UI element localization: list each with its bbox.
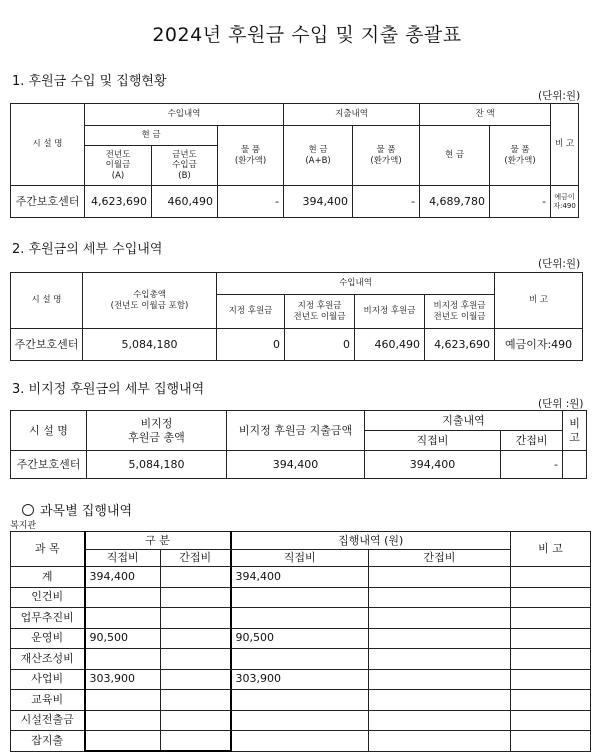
cell-exec-direct: 90,500	[231, 628, 369, 649]
header-category: 구 분	[85, 532, 231, 550]
header-income: 수입내역	[217, 273, 495, 295]
cell-remarks	[563, 451, 587, 479]
table-row	[11, 710, 591, 731]
cell-exec-direct: 303,900	[231, 669, 369, 690]
cell-remarks: 예금이 자:490	[551, 186, 579, 218]
cell-exec-indirect	[369, 669, 511, 690]
cell-this-income: 460,490	[152, 186, 218, 218]
subject-execution-table	[10, 531, 591, 752]
header-designated-prev: 지정 후원금 전년도 이월금	[285, 295, 355, 329]
cell-spent: 394,400	[227, 451, 365, 479]
cell-exec-direct	[231, 710, 369, 731]
cell-category-direct	[85, 731, 161, 752]
cell-remarks	[511, 608, 591, 629]
header-non-designated: 비지정 후원금	[355, 295, 425, 329]
income-execution-table	[10, 103, 579, 218]
cell-goods: -	[218, 186, 284, 218]
cell-category-indirect	[161, 628, 231, 649]
cell-category-indirect	[161, 608, 231, 629]
cell-total: 5,084,180	[83, 329, 217, 361]
cell-category-indirect	[161, 567, 231, 588]
section3-unit: (단위 :원)	[538, 398, 584, 410]
header-indirect: 간접비	[501, 431, 563, 451]
header-non-designated-prev: 비지정 후원금 전년도 이월금	[425, 295, 495, 329]
cell-remarks	[511, 587, 591, 608]
cell-expense-goods: -	[353, 186, 420, 218]
section3-heading: 3. 비지정 후원금의 세부 집행내역	[12, 382, 205, 397]
cell-category-direct: 303,900	[85, 669, 161, 690]
cell-category-indirect	[161, 690, 231, 711]
cell-expense-cash: 394,400	[284, 186, 353, 218]
header-remarks: 비고	[563, 411, 587, 451]
cell-remarks	[511, 731, 591, 752]
header-cash: 현 금	[85, 126, 218, 146]
section4-heading-wrap	[22, 500, 132, 519]
cell-subject: 사업비	[11, 669, 85, 690]
table-row	[11, 628, 591, 649]
cell-subject: 인건비	[11, 587, 85, 608]
cell-exec-indirect	[369, 649, 511, 670]
cell-exec-direct	[231, 649, 369, 670]
row-facility: 주간보호센터	[11, 329, 83, 361]
section2-heading: 2. 후원금의 세부 수입내역	[12, 242, 163, 257]
cell-category-indirect	[161, 649, 231, 670]
table-row	[11, 649, 591, 670]
header-total: 수입총액 (전년도 이월금 포함)	[83, 273, 217, 329]
header-this-income: 금년도 수입금 (B)	[152, 146, 218, 186]
circle-bullet-icon	[22, 504, 34, 516]
header-spent: 비지정 후원금 지출금액	[227, 411, 365, 451]
cell-exec-indirect	[369, 567, 511, 588]
cell-exec-indirect	[369, 710, 511, 731]
header-expense: 지출내역	[284, 104, 420, 126]
cell-remarks	[511, 669, 591, 690]
cell-exec-indirect	[369, 587, 511, 608]
row-facility: 주간보호센터	[11, 451, 87, 479]
cell-exec-indirect	[369, 628, 511, 649]
section1-heading: 1. 후원금 수입 및 집행현황	[12, 74, 167, 89]
cell-subject: 교육비	[11, 690, 85, 711]
cell-subject: 시설전출금	[11, 710, 85, 731]
cell-remarks	[511, 690, 591, 711]
header-designated: 지정 후원금	[217, 295, 285, 329]
cell-exec-direct	[231, 587, 369, 608]
section4-heading: 과목별 집행내역	[40, 504, 133, 519]
cell-category-direct: 394,400	[85, 567, 161, 588]
header-total: 비지정 후원금 총액	[87, 411, 227, 451]
header-expense-cash: 현 금 (A+B)	[284, 126, 353, 186]
header-execution: 집행내역 (원)	[231, 532, 511, 550]
cell-category-indirect	[161, 587, 231, 608]
row-facility: 주간보호센터	[11, 186, 85, 218]
header-exec-direct: 직접비	[231, 550, 369, 567]
page-title: 2024년 후원금 수입 및 지출 총괄표	[152, 24, 462, 46]
cell-exec-indirect	[369, 608, 511, 629]
header-facility: 시 설 명	[11, 411, 87, 451]
cell-total: 5,084,180	[87, 451, 227, 479]
cell-remarks: 예금이자:490	[495, 329, 583, 361]
cell-non-designated-prev: 4,623,690	[425, 329, 495, 361]
cell-remarks	[511, 649, 591, 670]
header-expense: 지출내역	[365, 411, 563, 431]
header-prev-carry: 전년도 이월금 (A)	[85, 146, 152, 186]
cell-remarks	[511, 628, 591, 649]
header-expense-goods: 물 품 (환가액)	[353, 126, 420, 186]
cell-direct: 394,400	[365, 451, 501, 479]
cell-category-indirect	[161, 731, 231, 752]
cell-subject: 운영비	[11, 628, 85, 649]
header-exec-indirect: 간접비	[369, 550, 511, 567]
section4-subheading: 복지관	[10, 521, 37, 531]
header-category-direct: 직접비	[85, 550, 161, 567]
header-goods: 물 품 (환가액)	[218, 126, 284, 186]
cell-subject: 업무추진비	[11, 608, 85, 629]
cell-designated-prev: 0	[285, 329, 355, 361]
header-remarks: 비 고	[511, 532, 591, 567]
cell-subject: 계	[11, 567, 85, 588]
section2-unit: (단위:원)	[538, 258, 581, 270]
header-remarks: 비 고	[551, 104, 579, 186]
cell-category-direct	[85, 587, 161, 608]
header-balance-cash: 현 금	[420, 126, 490, 186]
table-row	[11, 669, 591, 690]
header-balance-goods: 물 품 (환가액)	[490, 126, 551, 186]
cell-exec-direct	[231, 690, 369, 711]
cell-designated: 0	[217, 329, 285, 361]
cell-subject: 재산조성비	[11, 649, 85, 670]
cell-category-indirect	[161, 669, 231, 690]
cell-category-direct	[85, 710, 161, 731]
header-subject: 과 목	[11, 532, 85, 567]
cell-non-designated: 460,490	[355, 329, 425, 361]
header-facility: 시 설 명	[11, 273, 83, 329]
income-detail-table	[10, 272, 583, 361]
section1-unit: (단위:원)	[538, 90, 581, 102]
cell-exec-indirect	[369, 690, 511, 711]
cell-balance-cash: 4,689,780	[420, 186, 490, 218]
table-row	[11, 731, 591, 752]
cell-category-indirect	[161, 710, 231, 731]
header-direct: 직접비	[365, 431, 501, 451]
table-row	[11, 567, 591, 588]
cell-prev-carry: 4,623,690	[85, 186, 152, 218]
cell-category-direct	[85, 649, 161, 670]
table-row	[11, 690, 591, 711]
cell-exec-direct	[231, 608, 369, 629]
cell-category-direct: 90,500	[85, 628, 161, 649]
header-remarks: 비 고	[495, 273, 583, 329]
header-category-indirect: 간접비	[161, 550, 231, 567]
cell-exec-indirect	[369, 731, 511, 752]
cell-balance-goods: -	[490, 186, 551, 218]
table-row	[11, 608, 591, 629]
table-row	[11, 587, 591, 608]
header-income: 수입내역	[85, 104, 284, 126]
cell-indirect: -	[501, 451, 563, 479]
cell-exec-direct	[231, 731, 369, 752]
header-facility: 시 설 명	[11, 104, 85, 186]
non-designated-execution-table	[10, 410, 587, 479]
cell-subject: 잡지출	[11, 731, 85, 752]
cell-category-direct	[85, 608, 161, 629]
cell-remarks	[511, 710, 591, 731]
cell-remarks	[511, 567, 591, 588]
cell-category-direct	[85, 690, 161, 711]
header-balance: 잔 액	[420, 104, 551, 126]
cell-exec-direct: 394,400	[231, 567, 369, 588]
